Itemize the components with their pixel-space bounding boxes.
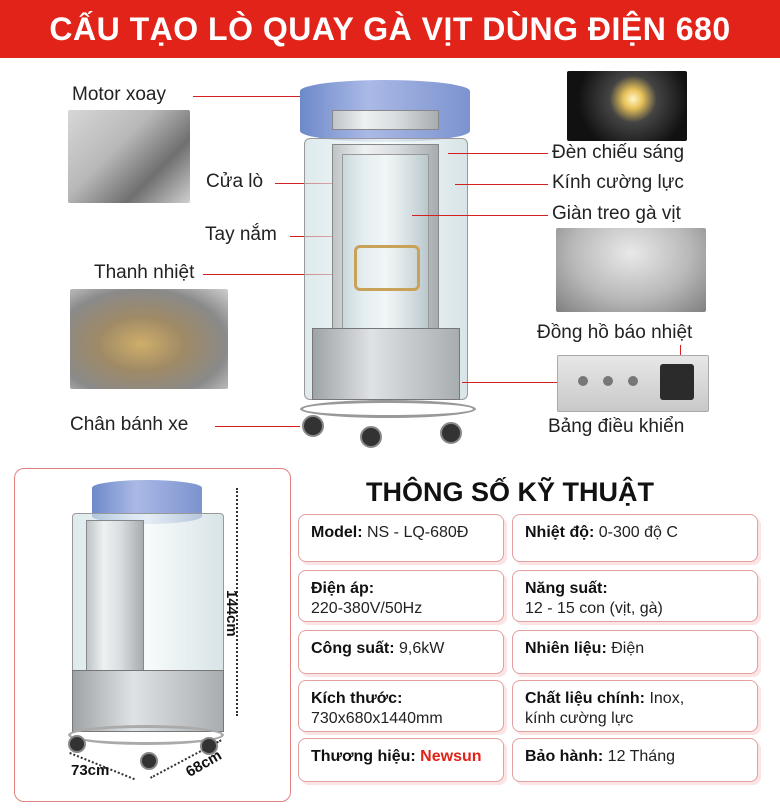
oven-base-ring xyxy=(300,400,476,418)
label-thermometer: Đồng hồ báo nhiệt xyxy=(537,322,693,343)
spec-card-size xyxy=(298,680,504,732)
label-heater: Thanh nhiệt xyxy=(94,262,195,283)
spec-card-warranty xyxy=(512,738,758,782)
label-handle: Tay nắm xyxy=(205,224,277,245)
label-light: Đèn chiếu sáng xyxy=(552,142,685,163)
label-panel: Bảng điều khiển xyxy=(548,416,685,437)
product-wheel-center xyxy=(140,752,158,770)
spec-card-power xyxy=(298,630,504,674)
spec-fuel-key: Nhiên liệu: xyxy=(525,640,607,657)
spec-material-key: Chất liệu chính: xyxy=(525,690,645,707)
spec-warranty-value: 12 Tháng xyxy=(607,748,675,765)
spec-capacity-key: Năng suất: xyxy=(525,580,608,597)
height-dimension: 144cm xyxy=(223,590,240,637)
label-wheels: Chân bánh xe xyxy=(70,414,189,435)
oven-illustration xyxy=(290,70,480,460)
spec-card-brand xyxy=(298,738,504,782)
spec-card-material xyxy=(512,680,758,732)
spec-card-capacity xyxy=(512,570,758,622)
spec-card-model xyxy=(298,514,504,562)
knob-3 xyxy=(628,376,638,386)
label-door: Cửa lò xyxy=(206,171,264,192)
heater-photo xyxy=(70,289,228,389)
spec-material-value-2: kính cường lực xyxy=(525,710,634,727)
spec-capacity-value: 12 - 15 con (vịt, gà) xyxy=(525,600,663,617)
width-dimension: 73cm xyxy=(71,762,110,779)
wheel-center xyxy=(360,426,382,448)
spec-size-value: 730x680x1440mm xyxy=(311,710,443,727)
spec-warranty-key: Bảo hành: xyxy=(525,748,604,765)
label-motor: Motor xoay xyxy=(72,84,166,105)
spec-voltage-value: 220-380V/50Hz xyxy=(311,600,423,617)
spec-brand-key: Thương hiệu: xyxy=(311,748,416,765)
line-panel xyxy=(462,382,557,383)
spec-material-value-1: Inox, xyxy=(649,690,685,707)
spec-card-temp xyxy=(512,514,758,562)
specs-title: THÔNG SỐ KỸ THUẬT xyxy=(366,477,654,507)
spec-card-fuel xyxy=(512,630,758,674)
light-photo xyxy=(567,71,687,141)
spec-power-key: Công suất: xyxy=(311,640,395,657)
line-wheels xyxy=(215,426,300,427)
spec-model-value: NS - LQ-680Đ xyxy=(367,524,469,541)
line-rack xyxy=(412,215,548,216)
wheel-left xyxy=(302,415,324,437)
oven-base xyxy=(312,328,460,400)
spec-fuel-value: Điện xyxy=(611,640,645,657)
label-glass: Kính cường lực xyxy=(552,172,684,193)
product-base xyxy=(72,670,224,732)
spec-model-key: Model: xyxy=(311,524,363,541)
rack-photo xyxy=(556,228,706,312)
thermometer-display xyxy=(660,364,694,400)
oven-top-plate xyxy=(332,110,439,130)
spec-temp-key: Nhiệt độ: xyxy=(525,524,595,541)
motor-photo xyxy=(68,110,190,203)
spec-card-voltage xyxy=(298,570,504,622)
spec-brand-value: Newsun xyxy=(420,748,482,765)
product-wheel-left xyxy=(68,735,86,753)
knob-1 xyxy=(578,376,588,386)
heater-element xyxy=(354,245,420,291)
line-light xyxy=(448,153,548,154)
control-panel-photo xyxy=(557,355,709,412)
page-title: CẤU TẠO LÒ QUAY GÀ VỊT DÙNG ĐIỆN 680 xyxy=(49,11,731,47)
spec-size-key: Kích thước: xyxy=(311,690,403,707)
depth-dimension: 68cm xyxy=(183,746,225,781)
knob-2 xyxy=(603,376,613,386)
product-door xyxy=(86,520,144,672)
spec-temp-value: 0-300 độ C xyxy=(598,524,678,541)
spec-power-value: 9,6kW xyxy=(399,640,445,657)
wheel-right xyxy=(440,422,462,444)
line-glass xyxy=(455,184,548,185)
label-rack: Giàn treo gà vịt xyxy=(552,203,681,224)
spec-voltage-key: Điện áp: xyxy=(311,580,375,597)
